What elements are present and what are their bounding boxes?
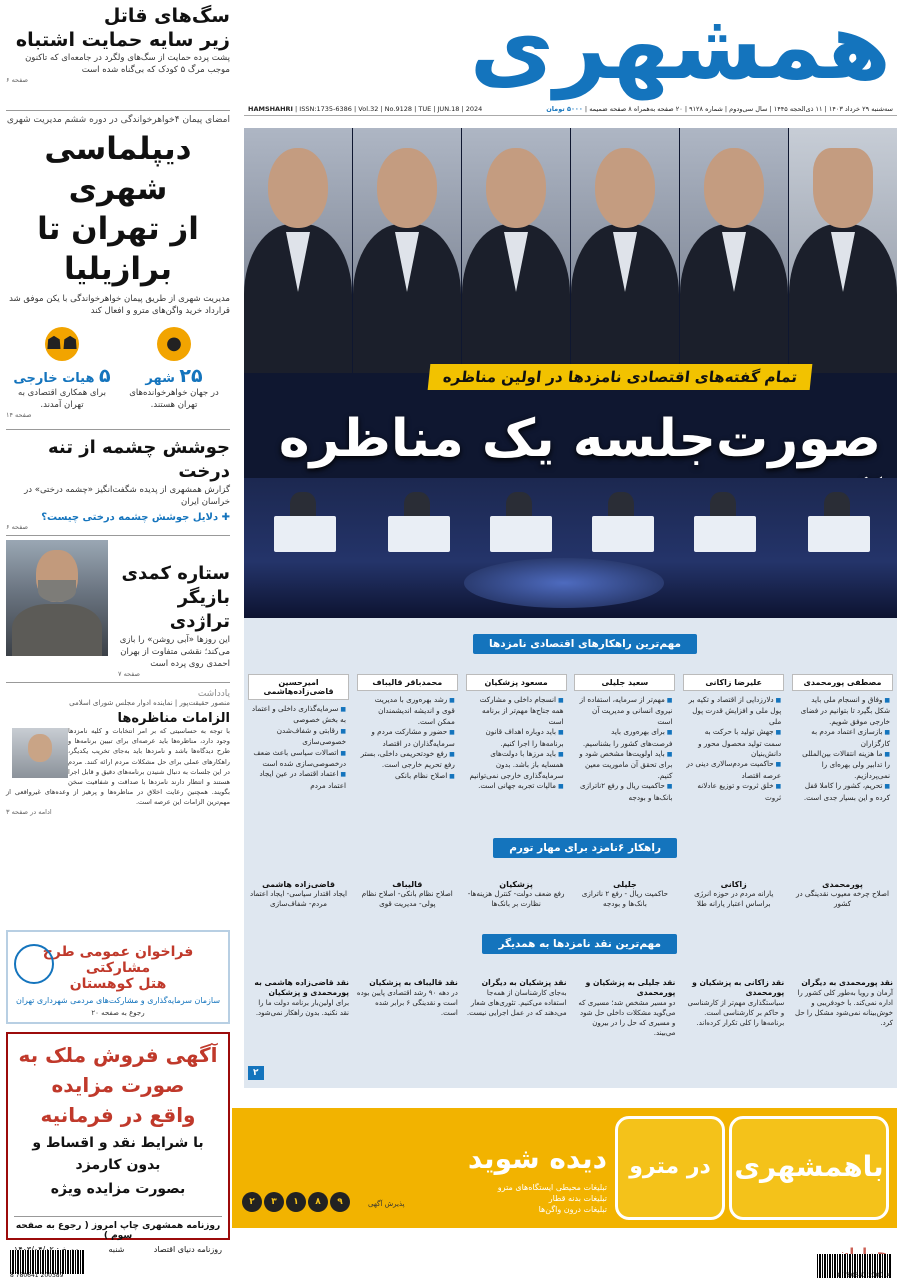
diplomacy-title-2: از تهران تا برازیلیا: [37, 211, 199, 287]
inflation-candidate: پزشکیان: [499, 880, 533, 889]
critique-title: نقد زاکانی به پزشکیان و پورمحمدی: [692, 978, 785, 997]
main-headline: [244, 364, 897, 484]
note-tag: یادداشت: [197, 689, 230, 699]
divider: [6, 535, 230, 536]
phone-digit: ۹: [330, 1192, 350, 1212]
ad1-title-1: فراخوان عمومی طرح مشارکتی: [42, 944, 194, 976]
critique-text: برای اولین‌بار برنامه دولت ما را نقد نکنید. بدون راهکار نمی‌شود.: [255, 999, 350, 1017]
candidate-name: مصطفی پورمحمدی: [792, 674, 893, 691]
candidate-name: سعید جلیلی: [574, 674, 675, 691]
candidates-economy-section: [244, 618, 897, 1088]
newspaper-logo: همشهری: [469, 0, 891, 100]
candidate-point: ■ جهش تولید با حرکت به سمت تولید محصول محور و دانش‌بنیان: [686, 727, 781, 759]
diplomacy-story[interactable]: [6, 115, 230, 419]
critique-text: به‌جای کارشناسان از همه‌جا استفاده می‌کنیم. تئوری‌های شعار می‌دهند که در عمل اجرایی نیست.: [466, 989, 567, 1017]
ad2-line-2: بصورت مزایده ویژه: [50, 1181, 186, 1197]
phone-digit: ۲: [242, 1192, 262, 1212]
author-photo: [12, 728, 68, 778]
barcode-left-number: 8 780641 200389: [10, 1272, 64, 1279]
promo-logo: باهمشهری: [729, 1116, 889, 1220]
candidate-portrait: [571, 128, 679, 373]
metro-promo[interactable]: [232, 1108, 897, 1228]
candidate-name: محمدباقر قالیباف: [357, 674, 458, 691]
actor-photo: [6, 540, 108, 656]
inflation-text: یارانه مردم در حوزه انرژی براساس اعتبار یارانه طلا: [694, 889, 774, 909]
barcode-right-number: 8 780641 200014: [837, 1272, 891, 1279]
promo-line: تبلیغات بدنه قطار: [548, 1194, 607, 1203]
note-column[interactable]: [6, 689, 230, 816]
inflation-text: ایجاد اقتدار سیاسی- ایجاد اعتماد مردم- شفاف‌سازی: [250, 889, 348, 909]
candidate-point: ■ ما هزینه انتقالات بین‌المللی را تدابیر ولی بهره‌ای را نمی‌پردازیم.: [795, 749, 890, 781]
critique-text: در دهه ۹۰ رشد اقتصادی پایین بوده است و نقدینگی ۶ برابر شده است.: [356, 989, 458, 1017]
candidate-portrait: [353, 128, 461, 373]
stat-cities-unit: شهر: [145, 371, 175, 386]
ad1-org: سازمان سرمایه‌گذاری و مشارکت‌های مردمی شهرداری تهران: [15, 996, 221, 1005]
candidate-portrait: [680, 128, 788, 373]
candidate-point: ■ دلارزدایی از اقتصاد و تکیه بر پول ملی و افزایش قدرت پول ملی: [686, 695, 781, 727]
stat-cities: [124, 327, 224, 411]
candidate-column: [466, 674, 567, 807]
debate-stage: [244, 478, 897, 618]
inflation-candidate: پورمحمدی: [822, 880, 863, 889]
candidate-columns: [248, 674, 893, 807]
candidate-column: [248, 674, 349, 807]
candidate-point: ■ باید مرزها با دولت‌های همسایه باز باشد. بدون سرمایه‌گذاری خارجی نمی‌توانیم: [469, 749, 564, 781]
spring-story[interactable]: [6, 436, 230, 531]
inflation-text: اصلاح نظام بانکی- اصلاح نظام پولی- مدیریت قوی: [361, 889, 453, 909]
critique-title: نقد قالیباف به پزشکیان: [369, 978, 458, 987]
inflation-item: [574, 880, 675, 910]
candidate-name: مسعود پزشکیان: [466, 674, 567, 691]
candidate-portrait: [789, 128, 897, 373]
critique-text: دو مسیر مشخص شد؛ مسیری که می‌گوید مشکلات داخلی حل شود و مسیری که حل را در بیرون می‌بیند.: [578, 999, 676, 1037]
candidate-portrait: [462, 128, 570, 373]
candidate-point: ■ اتصالات سیاسی باعث ضعف درخصوصی‌سازی شده است: [251, 748, 346, 770]
masthead: [244, 0, 897, 100]
section-banner-1: مهم‌ترین راهکارهای اقتصادی نامزدها: [473, 634, 697, 654]
critique-columns: [248, 978, 893, 1038]
globe-icon: ●: [157, 327, 191, 361]
candidate-point: ■ خلق ثروت و توزیع عادلانه ثروت: [686, 781, 781, 803]
page-number: ۲: [248, 1066, 264, 1080]
comedy-text: این روزها «آبی روشن» را بازی می‌کند؛ نقشی متفاوت از بهران احمدی روی پرده است: [119, 635, 230, 669]
main-title: صورت‌جلسه یک مناظره: [278, 409, 881, 469]
stat-delegations-text: برای همکاری اقتصادی به تهران آمدند.: [18, 388, 106, 410]
spring-page: صفحه ۶: [6, 523, 29, 531]
candidate-point: ■ رفع خودتحریمی داخلی، بستر رفع تحریم خارجی است.: [360, 749, 455, 771]
inflation-item: [792, 880, 893, 910]
ad2-ref: روزنامه همشهری چاپ امروز ( رجوع به صفحه سوم ): [14, 1216, 222, 1241]
divider: [6, 110, 230, 111]
promo-metro-label: در مترو: [615, 1116, 725, 1220]
divider: [6, 682, 230, 683]
inflation-item: [466, 880, 567, 910]
candidate-point: ■ وفاق و انسجام ملی باید شکل بگیرد تا بتوانیم در فضای خارجی موفق شویم.: [795, 695, 890, 727]
diplomacy-page: صفحه ۱۴: [6, 411, 32, 419]
inflation-candidate: قالیباف: [392, 880, 423, 889]
note-page: ادامه در صفحه ۳: [6, 807, 52, 816]
inflation-text: اصلاح چرخه معیوب نقدینگی در کشور: [795, 889, 890, 909]
candidate-point: ■ اصلاح نظام بانکی: [360, 771, 455, 782]
inflation-item: [248, 880, 349, 910]
inflation-item: [357, 880, 458, 910]
diplomacy-text: مدیریت شهری از طریق پیمان خواهرخواندگی با یکن موفق شد قرارداد خرید واگن‌های مترو و افعال کند: [9, 294, 230, 316]
promo-title: دیده شوید: [467, 1142, 607, 1175]
candidate-point: ■ انسجام داخلی و مشارکت همه جناح‌ها مهم‌تر از برنامه است: [469, 695, 564, 727]
price: ۵۰۰۰ تومان: [546, 104, 583, 113]
ad2-line-1: با شرایط نقد و اقساط و بدون کارمزد: [32, 1135, 204, 1173]
spring-more-link[interactable]: ✚ دلایل جوشش چشمه درختی چیست؟: [41, 512, 230, 523]
stat-cities-text: در جهان خواهرخوانده‌های تهران هستند.: [129, 388, 219, 410]
divider: [6, 429, 230, 430]
main-photo[interactable]: [244, 128, 897, 618]
promo-line: تبلیغات محیطی ایستگاه‌های مترو: [497, 1183, 607, 1192]
critique-item: [574, 978, 675, 1038]
main-kicker: تمام گفته‌های اقتصادی نامزدها در اولین مناظره: [427, 364, 812, 390]
stat-delegations-number: ۵: [98, 365, 111, 387]
dateline-fa: سه‌شنبه ۲۹ خرداد ۱۴۰۳ | ۱۱ ذی‌الحجه ۱۴۴۵ | سال سی‌ودوم | شماره ۹۱۲۸ | ۲۰ صفحه به‌همراه ۸ صفحه ضمیمه | ۵۰۰۰ تومان: [546, 104, 893, 113]
candidate-point: ■ برای بهره‌وری باید فرصت‌های کشور را بشناسیم.: [577, 727, 672, 749]
comedy-title-2: بازیگر تراژدی: [169, 587, 230, 632]
critique-title: نقد جلیلی به پزشکیان و پورمحمدی: [585, 978, 676, 997]
promo-phone: [242, 1192, 350, 1212]
candidate-portrait: [244, 128, 352, 373]
municipality-logo-icon: [14, 944, 54, 984]
inflation-text: حاکمیت ریال - رفع ۲ ناترازی بانک‌ها و بودجه: [581, 889, 669, 909]
candidate-point: ■ رقابتی و شفاف‌شدن خصوصی‌سازی: [251, 726, 346, 748]
diplomacy-title-1: دیپلماسی شهری: [44, 131, 192, 207]
note-author: منصور حقیقت‌پور | نماینده ادوار مجلس شورای اسلامی: [69, 699, 230, 707]
stat-cities-number: ۲۵: [179, 365, 203, 387]
dogs-page: صفحه ۶: [6, 76, 29, 84]
dogs-story[interactable]: [6, 4, 230, 84]
candidate-point: ■ مهم‌تر از سرمایه، استفاده از نیروی انسانی و مدیریت آن است: [577, 695, 672, 727]
comedy-title-1: ستاره کمدی: [121, 563, 230, 584]
ad2-title-2: واقع در فرمانیه: [40, 1103, 196, 1127]
candidate-name: علیرضا زاکانی: [683, 674, 784, 691]
candidate-point: ■ بازسازی اعتماد مردم به کارگزاران: [795, 727, 890, 749]
critique-item: [792, 978, 893, 1038]
phone-digit: ۳: [264, 1192, 284, 1212]
ad1-title-2: هتل کوهستان: [69, 976, 167, 992]
comedy-story[interactable]: [6, 540, 230, 678]
ad2-title-1: آگهی فروش ملک به صورت مزایده: [18, 1043, 218, 1097]
inflation-text: رفع ضعف دولت- کنترل هزینه‌ها- نظارت بر بانک‌ها: [467, 889, 565, 909]
candidate-name: امیرحسین قاضی‌زاده‌هاشمی: [248, 674, 349, 700]
dateline: [244, 102, 897, 116]
inflation-candidate: جلیلی: [613, 880, 637, 889]
section-banner-3: مهم‌ترین نقد نامزدها به همدیگر: [482, 934, 677, 954]
candidate-column: [574, 674, 675, 807]
people-icon: ☗☗: [45, 327, 79, 361]
note-title: الزامات مناظره‌ها: [117, 711, 230, 726]
candidate-point: ■ باید دوباره اهداف قانون برنامه‌ها را اجرا کنیم.: [469, 727, 564, 749]
inflation-candidate: زاکانی: [720, 880, 747, 889]
candidate-point: ■ اعتماد اقتصاد در عین ایجاد اعتماد مردم: [251, 769, 346, 791]
inflation-candidate: قاضی‌زاده هاشمی: [262, 880, 335, 889]
phone-digit: ۱: [286, 1192, 306, 1212]
ad-property-auction[interactable]: [6, 1032, 230, 1254]
ad2-footer-right: روزنامه دنیای اقتصاد: [153, 1245, 222, 1254]
promo-lines: [498, 1182, 607, 1215]
stat-delegations-unit: هیات خارجی: [13, 371, 95, 386]
phone-digit: ۸: [308, 1192, 328, 1212]
candidate-point: ■ تحریم، کشور را کاملا قفل کرده و این بسیار جدی است.: [795, 781, 890, 803]
ad-hotel-call[interactable]: [6, 930, 230, 1024]
candidate-point: ■ رشد بهره‌وری با مدیریت قوی و اندیشه اندیشمندان ممکن است.: [360, 695, 455, 727]
critique-item: [248, 978, 349, 1038]
note-text: با توجه به حساسیتی که بر امر انتخابات و کلیه نامزدها وجود دارد، مناظره‌ها باید عرصه‌ای برای تبیین برنامه‌ها و طرح دیدگاه‌ها باشد و نامزدها باید به‌جای تخریب یکدیگر، راهکارهای عملی برای حل مشکلات مردم ارائه کنند. مردم در این جلسات به دنبال شنیدن برنامه‌های دقیق و قابل اجرا هستند و انتظار دارند نامزدها با صداقت و شفافیت سخن بگویند. همچنین رعایت اخلاق در مناظره‌ها و پرهیز از وعده‌های غیرواقعی از مهم‌ترین الزامات این عرصه است.: [6, 727, 230, 807]
inflation-columns: [248, 880, 893, 910]
promo-line: تبلیغات درون واگن‌ها: [538, 1205, 607, 1214]
section-banner-2: راهکار ۶نامزد برای مهار تورم: [493, 838, 677, 858]
critique-item: [683, 978, 784, 1038]
critique-text: آرمان و رویا به‌طور کلی کشور را اداره نمی‌کند. با خودفریبی و خوش‌بینانه نمی‌شود مشکل را حل کرد.: [795, 989, 893, 1027]
candidate-column: [357, 674, 458, 807]
inflation-item: [683, 880, 784, 910]
critique-title: نقد پزشکیان به دیگران: [481, 978, 567, 987]
candidate-point: ■ حضور و مشارکت مردم و سرمایه‌گذاران در اقتصاد: [360, 727, 455, 749]
critique-title: نقد پورمحمدی به دیگران: [801, 978, 893, 987]
critique-title: نقد قاضی‌زاده هاشمی به پورمحمدی و پزشکیان: [254, 978, 350, 997]
dateline-en: HAMSHAHRI | ISSN:1735-6386 | Vol.32 | No.9128 | TUE | JUN.18 | 2024: [248, 104, 483, 113]
dogs-subtitle: زیر سایه حمایت اشتباه: [15, 29, 230, 51]
spring-title: جوشش چشمه از تنه درخت: [47, 437, 230, 482]
candidate-column: [792, 674, 893, 807]
promo-ad-label: پذیرش آگهی: [368, 1200, 405, 1208]
diplomacy-stats: [6, 327, 230, 411]
critique-item: [357, 978, 458, 1038]
barcode-left: [10, 1250, 84, 1274]
candidate-point: ■ مالیات تجربه جهانی است.: [469, 781, 564, 792]
dogs-text: پشت پرده حمایت از سگ‌های ولگرد در جامعه‌ای که تاکنون موجب مرگ ۵ کودک که بی‌گناه شده است: [25, 53, 230, 75]
spring-text: گزارش همشهری از پدیده شگفت‌انگیز «چشمه درختی» در خراسان ایران: [24, 485, 230, 507]
dogs-title: سگ‌های قاتل: [103, 5, 230, 27]
critique-text: سیاستگذاری مهم‌تر از کارشناسی و حاکم بر کارشناسی است. برنامه‌ها را کلی تکرار کرده‌اند.: [687, 999, 785, 1027]
ad1-ref: رجوع به صفحه ۲۰: [91, 1009, 145, 1017]
diplomacy-kicker: امضای پیمان ۴خواهرخواندگی در دوره ششم مدیریت شهری: [6, 115, 230, 125]
candidate-point: ■ حاکمیت مردم‌سالاری دینی در عرصه اقتصاد: [686, 759, 781, 781]
candidate-column: [683, 674, 784, 807]
stat-delegations: [12, 327, 112, 411]
candidate-point: ■ سرمایه‌گذاری داخلی و اعتماد به بخش خصوصی: [251, 704, 346, 726]
critique-item: [466, 978, 567, 1038]
ad2-footer-mid: شنبه: [108, 1245, 125, 1254]
candidate-point: ■ حاکمیت ریال و رفع ۲ناترازی بانک‌ها و بودجه: [577, 781, 672, 803]
comedy-page: صفحه ۷: [118, 670, 141, 678]
candidate-point: ■ باید اولویت‌ها مشخص شود و برای تحقق آن ماموریت معین کنیم.: [577, 749, 672, 781]
